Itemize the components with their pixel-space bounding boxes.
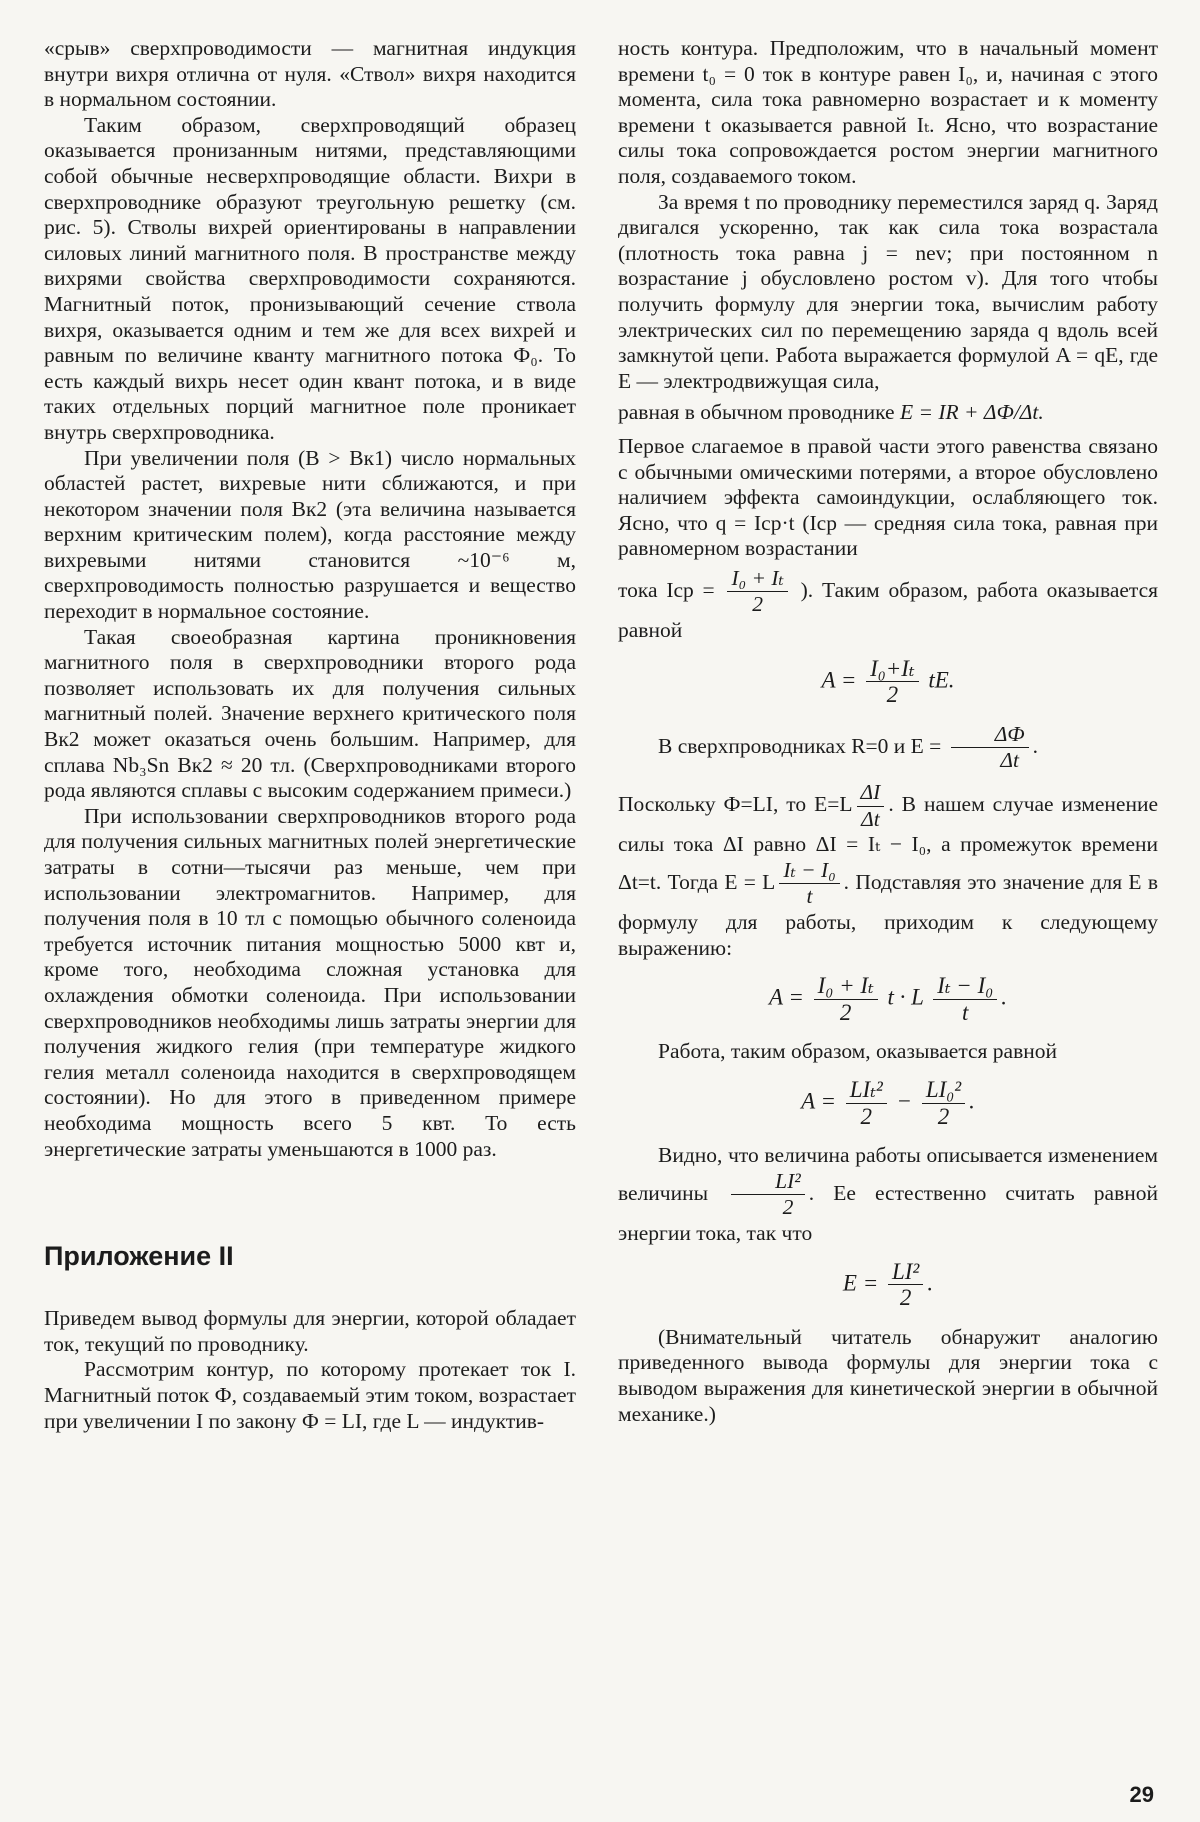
formula-part: A = xyxy=(821,667,857,693)
paragraph: Работа, таким образом, оказывается равной xyxy=(658,1039,1058,1064)
fraction-denominator: 2 xyxy=(886,682,899,708)
formula-work-result xyxy=(618,1077,1158,1129)
fraction xyxy=(866,656,919,708)
paragraph: За время t по проводнику переместился заряд q. Заряд двигался ускоренно, так как сила тока возрастала (плотность тока равна j = nev; при постоянном n возрастание j обусловлено ростом v). Для того чтобы получить формулу для энергии тока, вычислим работу электрических сил по перемещению заряда q вдоль всей замкнутой цепи. Работа выражается формулой A = qE, где E — электродвижущая сила, xyxy=(618,189,1158,393)
paragraph: При увеличении поля (B > Bк1) число нормальных областей растет, вихревые нити сближаются, и при некотором значении поля Bк2 (эта величина называется верхним критическим полем), когда расстояние между вихревыми нитями становится ~10⁻⁶ м, сверхпроводимость полностью разрушается и вещество переходит в нормальное состояние. xyxy=(44,445,576,624)
formula-part: t · L xyxy=(887,984,924,1010)
text: равная в обычном проводнике xyxy=(618,400,895,425)
paragraph: ность контура. Предположим, что в начальный момент времени t₀ = 0 ток в контуре равен I₀, и, начиная с этого момента, сила тока равномерно возрастает и к моменту времени t оказывается равной Iₜ. Ясно, что возрастание силы тока сопровождается ростом энергии магнитного поля, создаваемого током. xyxy=(618,36,1158,188)
formula-part: tE. xyxy=(928,667,955,693)
formula-work-expanded xyxy=(618,973,1158,1025)
paragraph: Рассмотрим контур, по которому протекает ток I. Магнитный поток Ф, создаваемый этим током, возрастает при увеличении I по закону Ф = LI, где L — индуктив- xyxy=(44,1357,576,1433)
fraction-denominator: 2 xyxy=(752,592,764,617)
fraction-numerator: ΔI xyxy=(857,780,885,807)
page-number: 29 xyxy=(1129,1782,1154,1807)
paragraph: «срыв» сверхпроводимости — магнитная индукция внутри вихря отлична от нуля. «Ствол» вихря находится в нормальном состоянии. xyxy=(44,36,576,112)
paragraph: Первое слагаемое в правой части этого равенства связано с обычными омическими потерями, а второе обусловлено наличием эффекта самоиндукции, ослабляющего ток. Ясно, что q = Iср·t (Iср — средняя сила тока, равная при равномерном возрастании xyxy=(618,433,1158,561)
paragraph: (Внимательный читатель обнаружит аналогию приведенного вывода формулы для энергии тока с выводом выражения для кинетической энергии в обычной механике.) xyxy=(618,1324,1158,1426)
fraction-numerator: I₀ + Iₜ xyxy=(814,973,878,1000)
left-column xyxy=(44,36,576,1434)
fraction-numerator: LI² xyxy=(731,1169,805,1196)
text: ). Таким образом, работа оказывается равной xyxy=(618,577,1159,643)
fraction xyxy=(814,973,878,1025)
text: Видно, что величина работы описывается изменением величины xyxy=(618,1143,1158,1205)
fraction-denominator: Δt xyxy=(861,806,880,831)
paragraph xyxy=(618,1143,1158,1246)
right-column xyxy=(618,36,1158,1427)
formula-part: . xyxy=(1001,984,1007,1010)
formula-part: A = xyxy=(801,1088,836,1114)
formula-current-energy xyxy=(618,1259,1158,1311)
fraction-denominator: 2 xyxy=(839,999,852,1025)
paragraph: Таким образом, сверхпроводящий образец оказывается пронизанным нитями, представляющими собой обычные несверхпроводящие области. Вихри в сверхпроводнике образуют треугольную решетку (см. рис. 5). Стволы вихрей ориентированы в направлении силовых линий магнитного поля. В пространстве между вихрями свойства сверхпроводимости сохраняются. Магнитный поток, пронизывающий сечение ствола вихря, оказывается одним и тем же для всех вихрей и равным по величине кванту магнитного потока Ф₀. То есть каждый вихрь несет один квант потока, и в виде таких отдельных порций магнитное поле проникает внутрь сверхпроводника. xyxy=(44,112,576,444)
formula-work xyxy=(618,656,1158,708)
paragraph: Приведем вывод формулы для энергии, которой обладает ток, текущий по проводнику. xyxy=(44,1306,576,1356)
fraction-numerator: I₀+Iₜ xyxy=(866,656,919,683)
emf-formula: E = IR + ΔФ/Δt. xyxy=(899,400,1044,425)
text: . Подставляя это значение для E в формулу для работы, приходим к следующему выражению: xyxy=(618,869,1158,960)
paragraph: При использовании сверхпроводников второго рода для получения сильных магнитных полей энергетические затраты в сотни—тысячи раз меньше, чем при использовании электромагнитов. Например, для получения поля в 10 тл с помощью обычного соленоида требуется источник питания мощностью 5000 квт и, кроме того, необходима сложная установка для охлаждения обмотки соленоида. При использовании сверхпроводников необходимы лишь затраты энергии для получения жидкого гелия (при температуре жидкого гелия металл соленоида находится в сверхпроводящем состоянии). Но для этого в приведенном примере необходима мощность всего 5 квт. То есть энергетические затраты уменьшаются в 1000 раз. xyxy=(44,803,576,1161)
fraction-denominator: 2 xyxy=(937,1103,950,1129)
formula-part: A = xyxy=(769,984,804,1010)
appendix-heading: Приложение II xyxy=(44,1241,234,1272)
fraction-denominator: t xyxy=(806,884,813,909)
text: В сверхпроводниках R=0 и E = xyxy=(658,733,942,758)
fraction xyxy=(922,1077,965,1129)
fraction-denominator: 2 xyxy=(782,1195,794,1220)
fraction-numerator: ΔФ xyxy=(951,722,1029,749)
fraction xyxy=(933,973,997,1025)
fraction xyxy=(727,566,787,618)
fraction-numerator: LI² xyxy=(888,1259,923,1286)
text: тока Iср = xyxy=(618,577,715,602)
fraction-numerator: LIₜ² xyxy=(846,1077,887,1104)
fraction xyxy=(951,722,1029,774)
formula-part: E = xyxy=(842,1269,879,1295)
fraction-numerator: Iₜ − I₀ xyxy=(779,858,839,885)
formula-part: − xyxy=(896,1088,913,1114)
fraction xyxy=(846,1077,887,1129)
fraction-denominator: Δt xyxy=(1000,748,1019,773)
fraction-denominator: 2 xyxy=(860,1103,873,1129)
paragraph xyxy=(618,780,1158,961)
text: . Ее естественно считать равной энергии тока, так что xyxy=(618,1180,1158,1245)
fraction-numerator: LI₀² xyxy=(922,1077,965,1104)
fraction-denominator: 2 xyxy=(899,1285,912,1311)
paragraph xyxy=(618,566,1158,644)
fraction xyxy=(888,1259,923,1311)
text: Поскольку Ф=LI, то E=L xyxy=(618,792,853,817)
fraction xyxy=(731,1169,805,1221)
formula-part: . xyxy=(927,1269,934,1295)
text: . В нашем случае изменение силы тока ΔI равно ΔI = Iₜ − I₀, а промежуток времени Δt=t. Тогда E = L xyxy=(618,792,1158,894)
formula-part: . xyxy=(969,1088,975,1114)
fraction xyxy=(779,858,839,910)
fraction-numerator: I₀ + Iₜ xyxy=(727,566,787,593)
fraction xyxy=(857,780,885,832)
text: . xyxy=(1032,733,1038,758)
paragraph: Такая своеобразная картина проникновения магнитного поля в сверхпроводники второго рода позволяет использовать их для получения сильных магнитный полей. Значение верхнего критического поля Bк2 может оказаться очень большим. Например, для сплава Nb₃Sn Bк2 ≈ 20 тл. (Сверхпроводниками второго рода являются сплавы с высоким содержанием примеси.) xyxy=(44,624,576,803)
paragraph xyxy=(618,722,1158,774)
fraction-numerator: Iₜ − I₀ xyxy=(933,973,997,1000)
paragraph xyxy=(618,400,1158,426)
fraction-denominator: t xyxy=(962,999,969,1025)
